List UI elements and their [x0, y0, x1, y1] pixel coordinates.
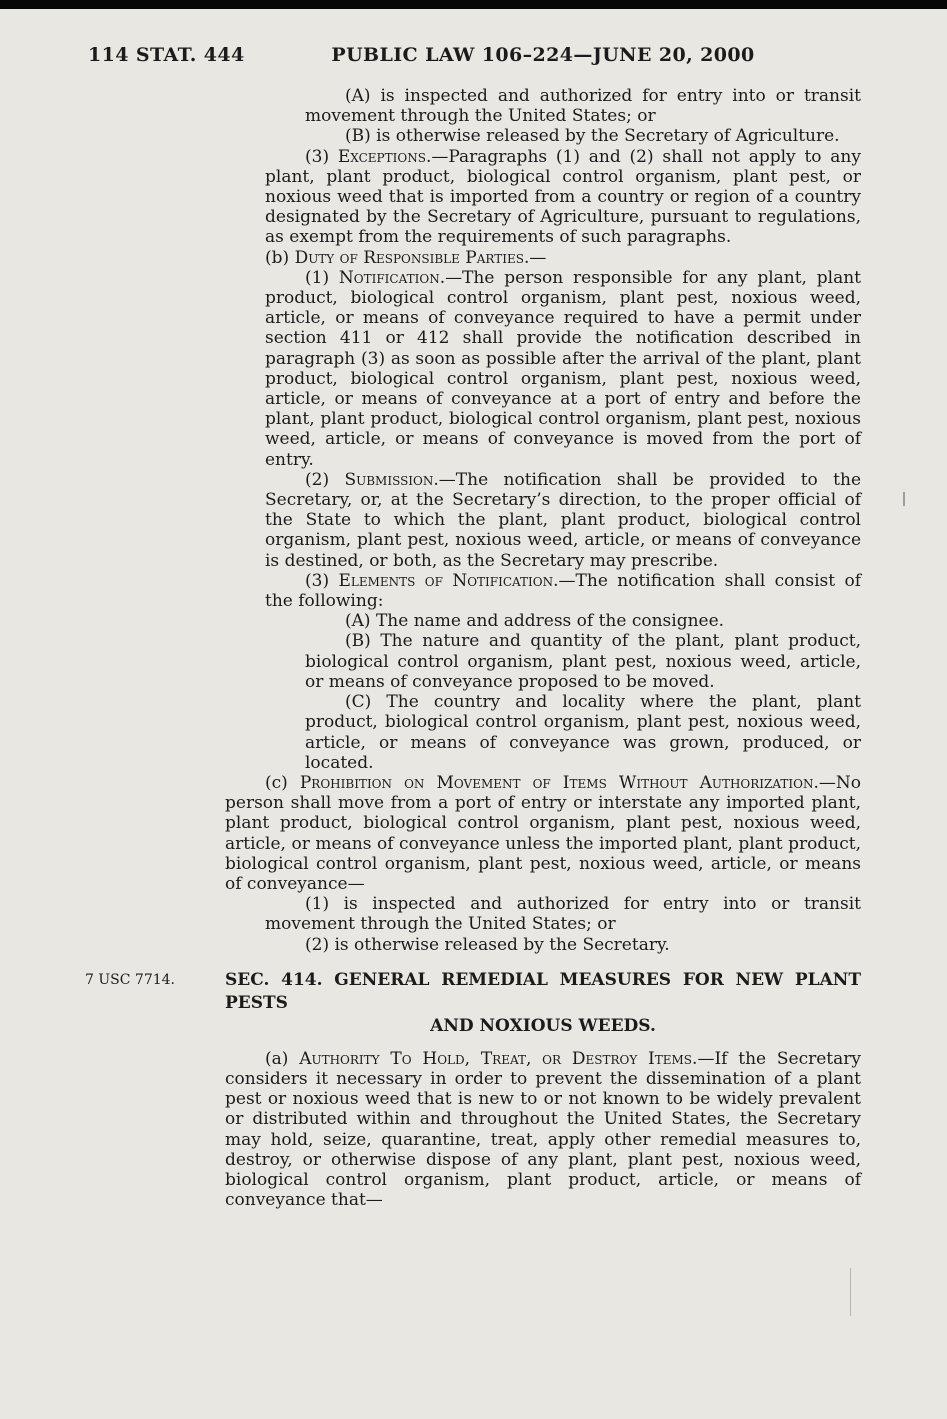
scan-edge-bar	[0, 0, 947, 9]
statute-paragraph	[305, 631, 861, 692]
text-segment: Duty of Responsible Parties	[294, 247, 524, 268]
text-segment: Prohibition on Movement of Items Without Authorization	[299, 772, 814, 793]
text-segment: Notification	[338, 267, 440, 288]
text-segment: (A) is inspected and authorized for entry into or transit movement through the United States; or	[305, 86, 861, 127]
statute-text-column	[85, 86, 862, 1211]
text-segment: (A) The name and address of the consignee.	[345, 611, 725, 632]
usc-citation-margin-note: 7 USC 7714.	[85, 971, 175, 988]
text-segment: (c)	[265, 772, 300, 793]
text-segment: (B) is otherwise released by the Secretary of Agriculture.	[345, 126, 840, 147]
text-segment: .—The notification shall be provided to the Secretary, or, at the Secretary’s direction, to the proper official of the State to which the plant, plant product, biological control organism, plant pest, noxious weed, article, or means of conveyance is destined, or both, as the Secretary may prescribe.	[265, 469, 861, 571]
section-heading-block	[85, 969, 861, 1038]
text-segment: (C) The country and locality where the plant, plant product, biological control organism, plant pest, noxious weed, article, or means of conveyance was grown, produced, or located.	[305, 692, 861, 773]
section-heading-line2: AND NOXIOUS WEEDS.	[430, 1015, 656, 1036]
text-segment: .—	[523, 247, 547, 268]
statute-paragraph	[305, 692, 861, 773]
text-segment: .—No person shall move from a port of entry or interstate any imported plant, plant product, biological control organism, plant pest, noxious weed, article, or means of conveyance unless the imported plant, plant product, biological control organism, plant pest, noxious weed, article, or means of conveyance—	[225, 772, 861, 894]
statute-paragraph	[305, 86, 861, 126]
text-segment: (2)	[305, 469, 345, 490]
text-segment: (2) is otherwise released by the Secretary.	[305, 934, 670, 955]
stat-page-number: 114 STAT. 444	[88, 44, 245, 66]
statute-paragraph	[265, 470, 861, 571]
text-segment: (b)	[265, 247, 295, 268]
text-segment: (a)	[265, 1048, 300, 1069]
running-header	[0, 44, 947, 70]
text-segment: (3)	[305, 146, 338, 167]
text-segment: .—Paragraphs (1) and (2) shall not apply to any plant, plant product, biological control organism, plant pest, or noxious weed that is imported from a country or region of a country designated by the Secretary of Agriculture, pursuant to regulations, as exempt from the requirements of such paragraphs.	[265, 146, 861, 248]
section-heading-line1: SEC. 414. GENERAL REMEDIAL MEASURES FOR NEW PLANT PESTS	[225, 969, 861, 1013]
section-heading	[225, 969, 861, 1038]
statute-paragraph	[225, 248, 861, 268]
statute-paragraph	[305, 611, 861, 631]
text-segment: .—The notification shall consist of the following:	[265, 570, 861, 612]
text-segment: Authority To Hold, Treat, or Destroy Items	[299, 1048, 693, 1069]
text-segment: (B) The nature and quantity of the plant, plant product, biological control organism, plant pest, noxious weed, article, or means of conveyance proposed to be moved.	[305, 631, 861, 692]
text-segment: Exceptions	[337, 146, 426, 167]
text-segment: (1)	[305, 267, 339, 288]
text-segment: (1) is inspected and authorized for entry into or transit movement through the United States; or	[265, 894, 861, 935]
statute-paragraph	[265, 894, 861, 934]
text-segment: (3)	[305, 570, 339, 591]
statute-paragraph	[265, 935, 861, 955]
law-title: PUBLIC LAW 106–224—JUNE 20, 2000	[331, 44, 755, 66]
text-segment: .—If the Secretary considers it necessary in order to prevent the dissemination of a plant pest or noxious weed that is new to or not known to be widely prevalent or distributed within and throughout the United States, the Secretary may hold, seize, quarantine, treat, apply other remedial measures to, destroy, or otherwise dispose of any plant, plant pest, noxious weed, biological control organism, plant product, article, or means of conveyance that—	[225, 1048, 862, 1211]
statute-paragraph	[305, 126, 861, 146]
scan-artifact	[850, 1268, 851, 1316]
text-segment: .—The person responsible for any plant, plant product, biological control organism, plant pest, noxious weed, article, or means of conveyance required to have a permit under section 411 or 412 shall provide the notification described in paragraph (3) as soon as possible after the arrival of the plant, plant product, biological control organism, plant pest, noxious weed, article, or means of conveyance at a port of entry and before the plant, plant product, biological control organism, plant pest, noxious weed, article, or means of conveyance is moved from the port of entry.	[265, 267, 861, 470]
text-segment: Elements of Notification	[338, 570, 554, 591]
statute-paragraph	[265, 147, 861, 248]
statute-paragraph	[225, 773, 861, 894]
statute-paragraph	[265, 268, 861, 470]
text-segment: Submission	[344, 469, 434, 490]
statute-paragraph	[225, 1049, 861, 1211]
scan-artifact	[903, 492, 905, 506]
statute-paragraph	[265, 571, 861, 611]
